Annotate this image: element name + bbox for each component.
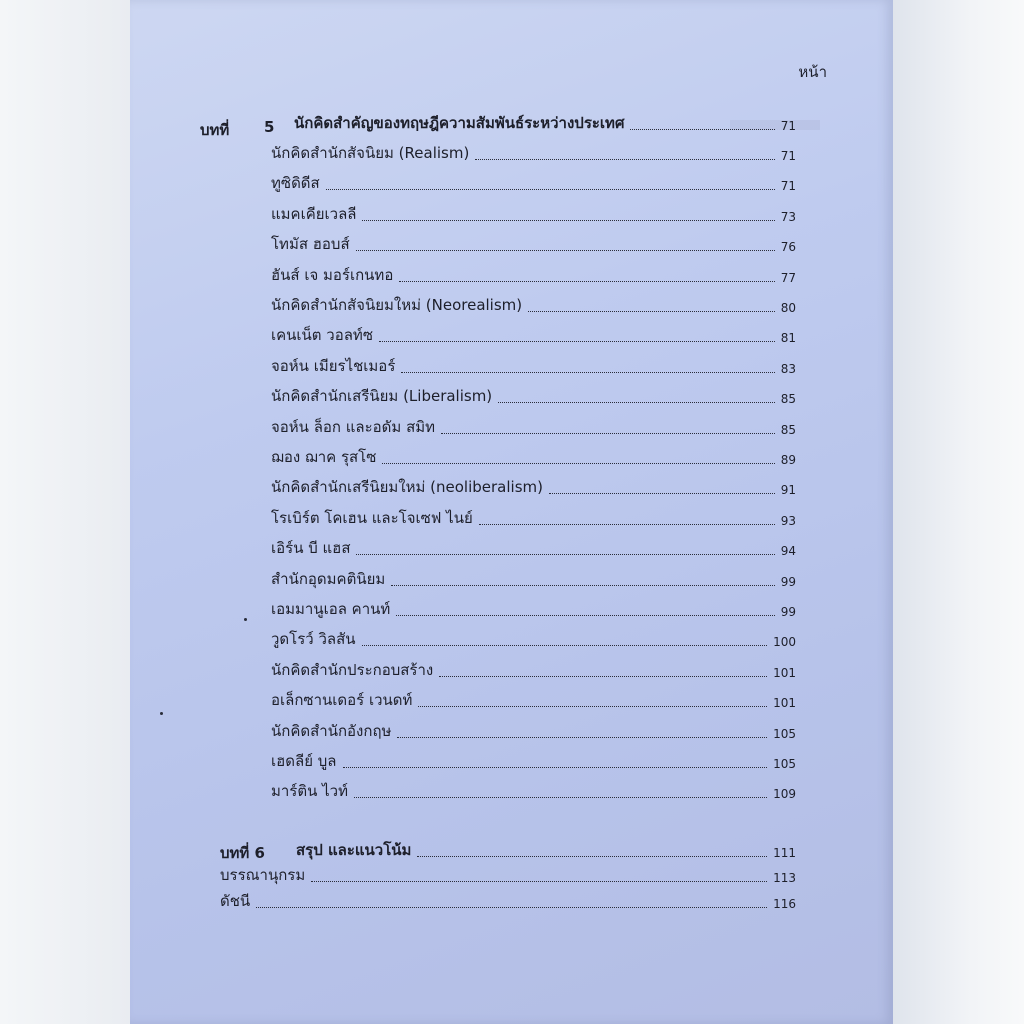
- toc-entry[interactable]: [271, 508, 796, 530]
- chapter-5-title: นักคิดสำคัญของทฤษฎีความสัมพันธ์ระหว่างประเทศ: [294, 114, 625, 132]
- entry-label: เอมมานูเอล คานท์: [271, 600, 391, 618]
- toc-entry-chapter-5[interactable]: [294, 113, 796, 135]
- toc-entry[interactable]: [271, 781, 796, 803]
- entry-label: แมคเคียเวลลี: [271, 205, 357, 223]
- page-number: 101: [773, 696, 796, 710]
- entry-label: อเล็กซานเดอร์ เวนดท์: [271, 691, 413, 709]
- dot-leader: [401, 372, 774, 373]
- dot-leader: [630, 129, 774, 130]
- chapter-5-prefix: บทที่: [200, 121, 230, 139]
- page-number: 100: [773, 635, 796, 649]
- dot-leader: [397, 737, 767, 738]
- toc-entry[interactable]: [271, 660, 796, 682]
- index-label: ดัชนี: [220, 892, 251, 910]
- chapter-6-prefix: บทที่ 6: [220, 844, 265, 862]
- page-number: 80: [780, 301, 796, 315]
- stray-mark: [160, 712, 163, 715]
- entry-label: เฮดลีย์ บูล: [271, 752, 337, 770]
- entry-label: ทูซิดิดีส: [271, 174, 320, 192]
- toc-entry[interactable]: [271, 751, 796, 773]
- dot-leader: [549, 493, 775, 494]
- toc-entry-index[interactable]: [220, 891, 796, 913]
- page-number: 71: [780, 119, 796, 133]
- page-column-label: หน้า: [798, 63, 827, 81]
- entry-label: จอห์น ล็อก และอดัม สมิท: [271, 418, 436, 436]
- entry-label: นักคิดสำนักเสรีนิยม (Liberalism): [271, 387, 493, 405]
- dot-leader: [256, 907, 767, 908]
- toc-entry[interactable]: [271, 204, 796, 226]
- entry-label: ฮันส์ เจ มอร์เกนทอ: [271, 266, 394, 284]
- page-number: 91: [780, 483, 796, 497]
- page-number: 85: [780, 392, 796, 406]
- dot-leader: [475, 159, 774, 160]
- chapter-6-title: สรุป และแนวโน้ม: [296, 841, 412, 859]
- page-number: 109: [773, 787, 796, 801]
- page-number: 111: [773, 846, 796, 860]
- toc-entry[interactable]: [271, 234, 796, 256]
- toc-entry[interactable]: [271, 690, 796, 712]
- dot-leader: [382, 463, 774, 464]
- dot-leader: [343, 767, 768, 768]
- page-number: 71: [780, 179, 796, 193]
- toc-entry[interactable]: [271, 721, 796, 743]
- entry-label: นักคิดสำนักเสรีนิยมใหม่ (neoliberalism): [271, 478, 543, 496]
- dot-leader: [528, 311, 775, 312]
- dot-leader: [326, 189, 775, 190]
- background-left: [0, 0, 130, 1024]
- page-number: 105: [773, 727, 796, 741]
- entry-label: นักคิดสำนักประกอบสร้าง: [271, 661, 434, 679]
- dot-leader: [418, 706, 767, 707]
- entry-label: จอห์น เมียรไชเมอร์: [271, 357, 396, 375]
- dot-leader: [399, 281, 774, 282]
- toc-entry[interactable]: [271, 143, 796, 165]
- toc-entry[interactable]: [271, 417, 796, 439]
- chapter-5-number: 5: [264, 118, 275, 136]
- dot-leader: [396, 615, 774, 616]
- toc-entry[interactable]: [271, 538, 796, 560]
- entry-label: ฌอง ฌาค รุสโซ: [271, 448, 377, 466]
- page-number: 99: [780, 605, 796, 619]
- bibliography-label: บรรณานุกรม: [220, 866, 306, 884]
- toc-entry[interactable]: [271, 265, 796, 287]
- dot-leader: [439, 676, 767, 677]
- toc-entry[interactable]: [271, 447, 796, 469]
- page-number: 73: [780, 210, 796, 224]
- dot-leader: [354, 797, 767, 798]
- entry-label: เคนเน็ต วอลท์ซ: [271, 326, 373, 344]
- dot-leader: [441, 433, 775, 434]
- page-number: 105: [773, 757, 796, 771]
- entry-label: สำนักอุดมคตินิยม: [271, 570, 386, 588]
- page-number: 113: [773, 871, 796, 885]
- entry-label: นักคิดสำนักสัจนิยม (Realism): [271, 144, 470, 162]
- toc-entry[interactable]: [271, 325, 796, 347]
- page-number: 94: [780, 544, 796, 558]
- dot-leader: [356, 250, 775, 251]
- toc-entry[interactable]: [271, 569, 796, 591]
- dot-leader: [498, 402, 775, 403]
- page-number: 93: [780, 514, 796, 528]
- toc-entry[interactable]: [271, 386, 796, 408]
- dot-leader: [362, 645, 768, 646]
- entry-label: มาร์ติน ไวท์: [271, 782, 348, 800]
- toc-entry-bibliography[interactable]: [220, 865, 796, 887]
- page-number: 101: [773, 666, 796, 680]
- entry-label: วูดโรว์ วิลสัน: [271, 630, 356, 648]
- dot-leader: [391, 585, 774, 586]
- dot-leader: [356, 554, 774, 555]
- background-right: [893, 0, 1024, 1024]
- entry-label: เอิร์น บี แฮส: [271, 539, 351, 557]
- dot-leader: [479, 524, 775, 525]
- dot-leader: [417, 856, 767, 857]
- page-number: 99: [780, 575, 796, 589]
- page-number: 83: [780, 362, 796, 376]
- toc-entry[interactable]: [271, 599, 796, 621]
- entry-label: โรเบิร์ต โคเฮน และโจเซฟ ไนย์: [271, 509, 473, 527]
- entry-label: นักคิดสำนักอังกฤษ: [271, 722, 392, 740]
- toc-entry[interactable]: [271, 629, 796, 651]
- entry-label: นักคิดสำนักสัจนิยมใหม่ (Neorealism): [271, 296, 523, 314]
- dot-leader: [379, 341, 775, 342]
- page-number: 76: [780, 240, 796, 254]
- page-number: 81: [780, 331, 796, 345]
- stray-mark: [244, 618, 247, 621]
- toc-entry[interactable]: [271, 477, 796, 499]
- book-page: [130, 0, 893, 1024]
- page-number: 77: [780, 271, 796, 285]
- dot-leader: [362, 220, 774, 221]
- toc-entry[interactable]: [271, 295, 796, 317]
- toc-entry[interactable]: [271, 173, 796, 195]
- page-number: 116: [773, 897, 796, 911]
- page-number: 89: [780, 453, 796, 467]
- page-number: 85: [780, 423, 796, 437]
- entry-label: โทมัส ฮอบส์: [271, 235, 350, 253]
- toc-entry[interactable]: [271, 356, 796, 378]
- dot-leader: [311, 881, 767, 882]
- page-number: 71: [780, 149, 796, 163]
- toc-entry-chapter-6[interactable]: [296, 840, 796, 862]
